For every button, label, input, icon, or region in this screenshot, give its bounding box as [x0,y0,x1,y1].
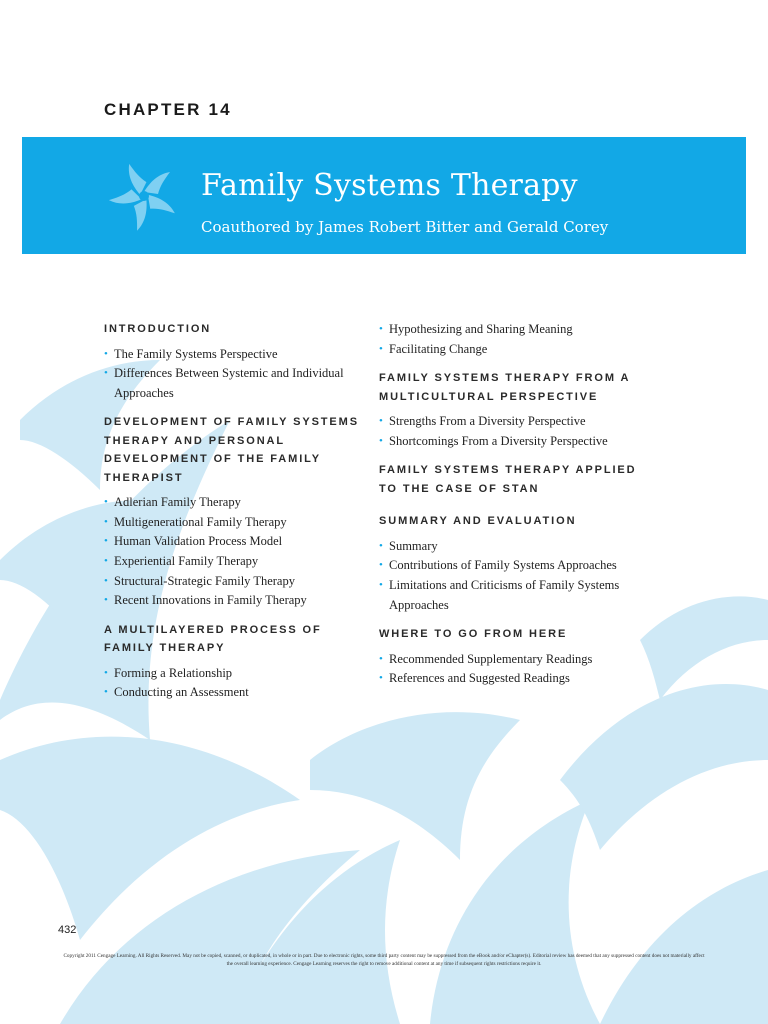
toc-item: • Hypothesizing and Sharing Meaning [379,320,641,340]
toc-item: • Shortcomings From a Diversity Perspective [379,432,641,452]
toc-item: • References and Suggested Readings [379,669,641,689]
toc-item: • Adlerian Family Therapy [104,493,366,513]
toc-item: • Strengths From a Diversity Perspective [379,412,641,432]
toc-left-column [104,320,366,713]
chapter-label: CHAPTER 14 [104,100,232,119]
toc-section [104,413,366,611]
toc-item: • Conducting an Assessment [104,683,366,703]
toc-item: • Facilitating Change [379,340,641,360]
toc-section-heading: FAMILY SYSTEMS THERAPY FROM A MULTICULTURAL PERSPECTIVE [379,372,630,403]
toc-section-heading: WHERE TO GO FROM HERE [379,628,568,641]
toc-item: • Summary [379,537,641,557]
toc-section-heading: DEVELOPMENT OF FAMILY SYSTEMS THERAPY AND PERSONAL DEVELOPMENT OF THE FAMILY THERAPIST [104,416,359,484]
toc-item: • Human Validation Process Model [104,532,366,552]
chapter-title: Family Systems Therapy [201,168,578,203]
toc-section [379,461,641,498]
toc-section [379,369,641,451]
toc-section [104,621,366,703]
toc-section [379,512,641,615]
toc-section-heading: FAMILY SYSTEMS THERAPY APPLIED TO THE CASE OF STAN [379,464,637,495]
toc-right-column [379,320,641,699]
toc-item: • Forming a Relationship [104,664,366,684]
toc-item: • Contributions of Family Systems Approaches [379,556,641,576]
copyright-notice: Copyright 2011 Cengage Learning. All Rights Reserved. May not be copied, scanned, or duplicated, in whole or in part. Due to electronic rights, some third party content may be suppressed from the eBook and/or eChapter(s). Editorial review has deemed that any suppressed content does not materially affect the overall learning experience. Cengage Learning reserves the right to remove additional content at any time if subsequent rights restrictions require it. [63,953,705,967]
toc-item: • Experiential Family Therapy [104,552,366,572]
toc-section-heading: INTRODUCTION [104,323,212,335]
toc-item: • Recommended Supplementary Readings [379,650,641,670]
toc-section [104,320,366,403]
page-number: 432 [58,924,77,936]
toc-item: • The Family Systems Perspective [104,345,366,365]
chapter-subtitle: Coauthored by James Robert Bitter and Gerald Corey [201,218,609,236]
toc-item: • Recent Innovations in Family Therapy [104,591,366,611]
toc-section [379,625,641,689]
toc-continued-list [379,320,641,359]
toc-item: • Multigenerational Family Therapy [104,513,366,533]
pinwheel-swirl-icon [108,160,180,232]
toc-item: • Limitations and Criticisms of Family Systems Approaches [379,576,641,615]
toc-section-heading: A MULTILAYERED PROCESS OF FAMILY THERAPY [104,623,322,655]
toc-item: • Differences Between Systemic and Individual Approaches [104,364,366,403]
toc-section-heading: SUMMARY AND EVALUATION [379,515,577,528]
toc-item: • Structural-Strategic Family Therapy [104,572,366,592]
